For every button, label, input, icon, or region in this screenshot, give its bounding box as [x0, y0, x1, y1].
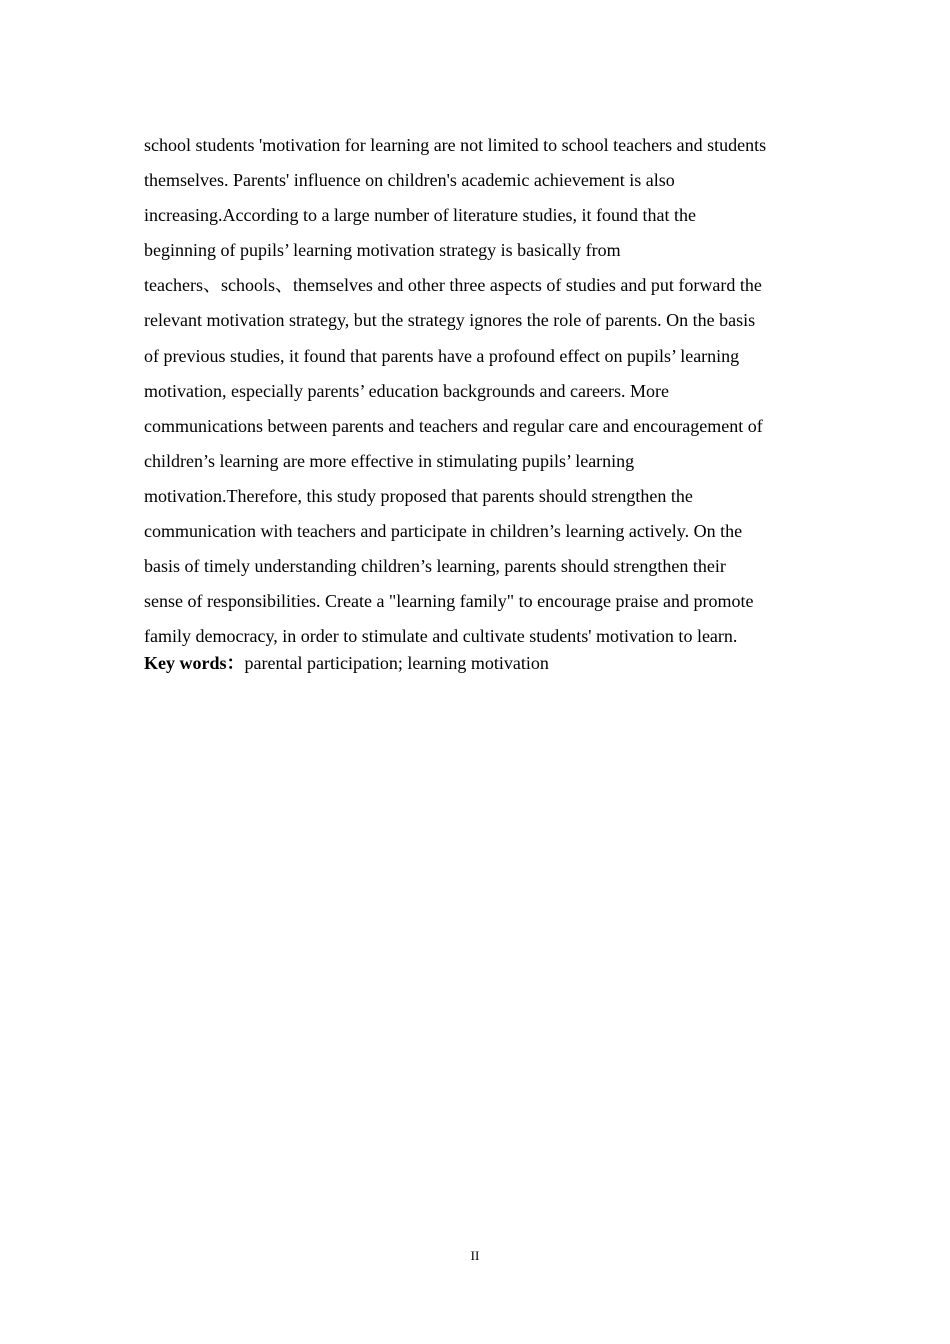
abstract-line: of previous studies, it found that parents have a profound effect on pupils’ learning — [144, 345, 740, 366]
abstract-line: increasing.According to a large number of literature studies, it found that the — [144, 205, 696, 226]
abstract-line: motivation, especially parents’ education backgrounds and careers. More — [144, 380, 669, 401]
keywords-label: Key words： — [144, 653, 245, 673]
abstract-line: teachers、schools、themselves and other three aspects of studies and put forward the — [144, 275, 762, 296]
keywords-value: parental participation; learning motivation — [244, 653, 549, 673]
abstract-line: sense of responsibilities. Create a "learning family" to encourage praise and promote — [144, 591, 754, 612]
abstract-line: communication with teachers and participate in children’s learning actively. On the — [144, 521, 743, 542]
abstract-paragraph — [144, 128, 824, 654]
abstract-line: children’s learning are more effective in stimulating pupils’ learning — [144, 450, 635, 471]
abstract-line: school students 'motivation for learning are not limited to school teachers and students — [144, 135, 767, 155]
abstract-line: beginning of pupils’ learning motivation strategy is basically from — [144, 240, 621, 261]
abstract-line: themselves. Parents' influence on children's academic achievement is also — [144, 170, 675, 191]
abstract-line: communications between parents and teachers and regular care and encouragement of — [144, 415, 763, 436]
abstract-line: motivation.Therefore, this study proposed that parents should strengthen the — [144, 485, 693, 506]
abstract-line: relevant motivation strategy, but the strategy ignores the role of parents. On the basis — [144, 310, 756, 331]
abstract-line: basis of timely understanding children’s learning, parents should strengthen their — [144, 556, 726, 577]
abstract-line: family democracy, in order to stimulate and cultivate students' motivation to learn. — [144, 626, 738, 647]
keywords-line — [144, 648, 549, 678]
page-number: II — [470, 1248, 480, 1263]
